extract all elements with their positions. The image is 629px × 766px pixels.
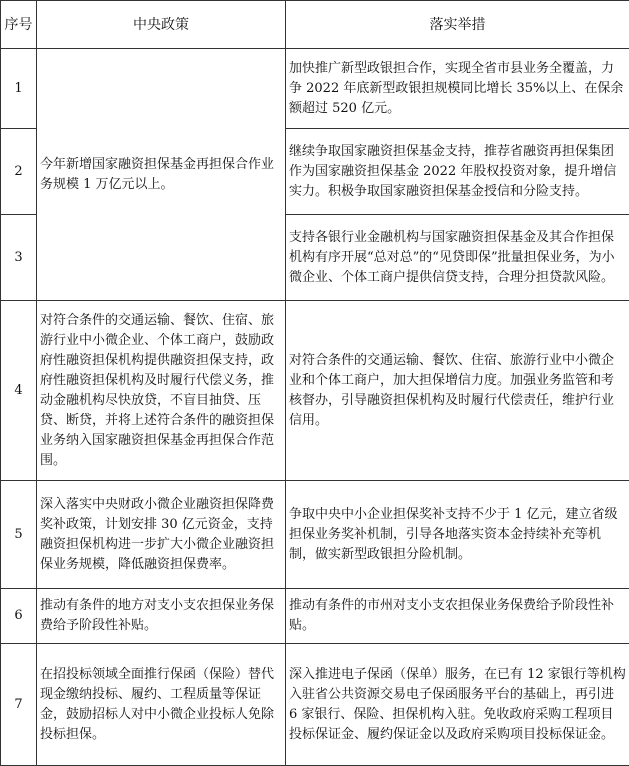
table-row [1,301,629,481]
row-policy: 推动有条件的地方对支小支农担保业务保费给予阶段性补贴。 [37,589,286,644]
row-measure: 争取中央中小企业担保奖补支持不少于 1 亿元，建立省级担保业务奖补机制，引导各地落实资本金持续补充等机制，做实新型政银担分险机制。 [286,481,629,589]
table-header-row [1,1,629,49]
row-num: 6 [1,589,37,644]
row-num: 7 [1,644,37,766]
row-measure: 支持各银行业金融机构与国家融资担保基金及其合作担保机构有序开展“总对总”的“见贷即保”批量担保业务，为小微企业、个体工商户提供信贷支持，合理分担贷款风险。 [286,215,629,301]
row-policy: 在招投标领域全面推行保函（保险）替代现金缴纳投标、履约、工程质量等保证金，鼓励招标人对中小微企业投标人免除投标担保。 [37,644,286,766]
header-num: 序号 [1,1,37,49]
row-policy-merged: 今年新增国家融资担保基金再担保合作业务规模 1 万亿元以上。 [37,49,286,301]
row-measure: 对符合条件的交通运输、餐饮、住宿、旅游行业中小微企业和个体工商户，加大担保增信力度。加强业务监管和考核督办，引导融资担保机构及时履行代偿责任，维护行业信用。 [286,301,629,481]
row-policy: 深入落实中央财政小微企业融资担保降费奖补政策，计划安排 30 亿元资金，支持融资担保机构进一步扩大小微企业融资担保业务规模，降低融资担保费率。 [37,481,286,589]
row-num: 3 [1,215,37,301]
table-row [1,644,629,766]
table-row [1,49,629,129]
row-num: 5 [1,481,37,589]
row-measure: 深入推进电子保函（保单）服务，在已有 12 家银行等机构入驻省公共资源交易电子保函服务平台的基础上，再引进 6 家银行、保险、担保机构入驻。免收政府采购工程项目投标保证金、履约保证金以及政府采购项目投标保证金。 [286,644,629,766]
row-measure: 加快推广新型政银担合作，实现全省市县业务全覆盖，力争 2022 年底新型政银担规模同比增长 35%以上、在保余额超过 520 亿元。 [286,49,629,129]
row-measure: 推动有条件的市州对支小支农担保业务保费给予阶段性补贴。 [286,589,629,644]
table-row [1,481,629,589]
header-measure: 落实举措 [286,1,629,49]
row-num: 2 [1,129,37,215]
row-measure: 继续争取国家融资担保基金支持，推荐省融资再担保集团作为国家融资担保基金 2022 年股权投资对象，提升增信实力。积极争取国家融资担保基金授信和分险支持。 [286,129,629,215]
table-row [1,589,629,644]
row-policy: 对符合条件的交通运输、餐饮、住宿、旅游行业中小微企业、个体工商户，鼓励政府性融资担保机构提供融资担保支持，政府性融资担保机构及时履行代偿义务，推动金融机构尽快放贷，不盲目抽贷、压贷、断贷，并将上述符合条件的融资担保业务纳入国家融资担保基金再担保合作范围。 [37,301,286,481]
header-policy: 中央政策 [37,1,286,49]
row-num: 4 [1,301,37,481]
row-num: 1 [1,49,37,129]
